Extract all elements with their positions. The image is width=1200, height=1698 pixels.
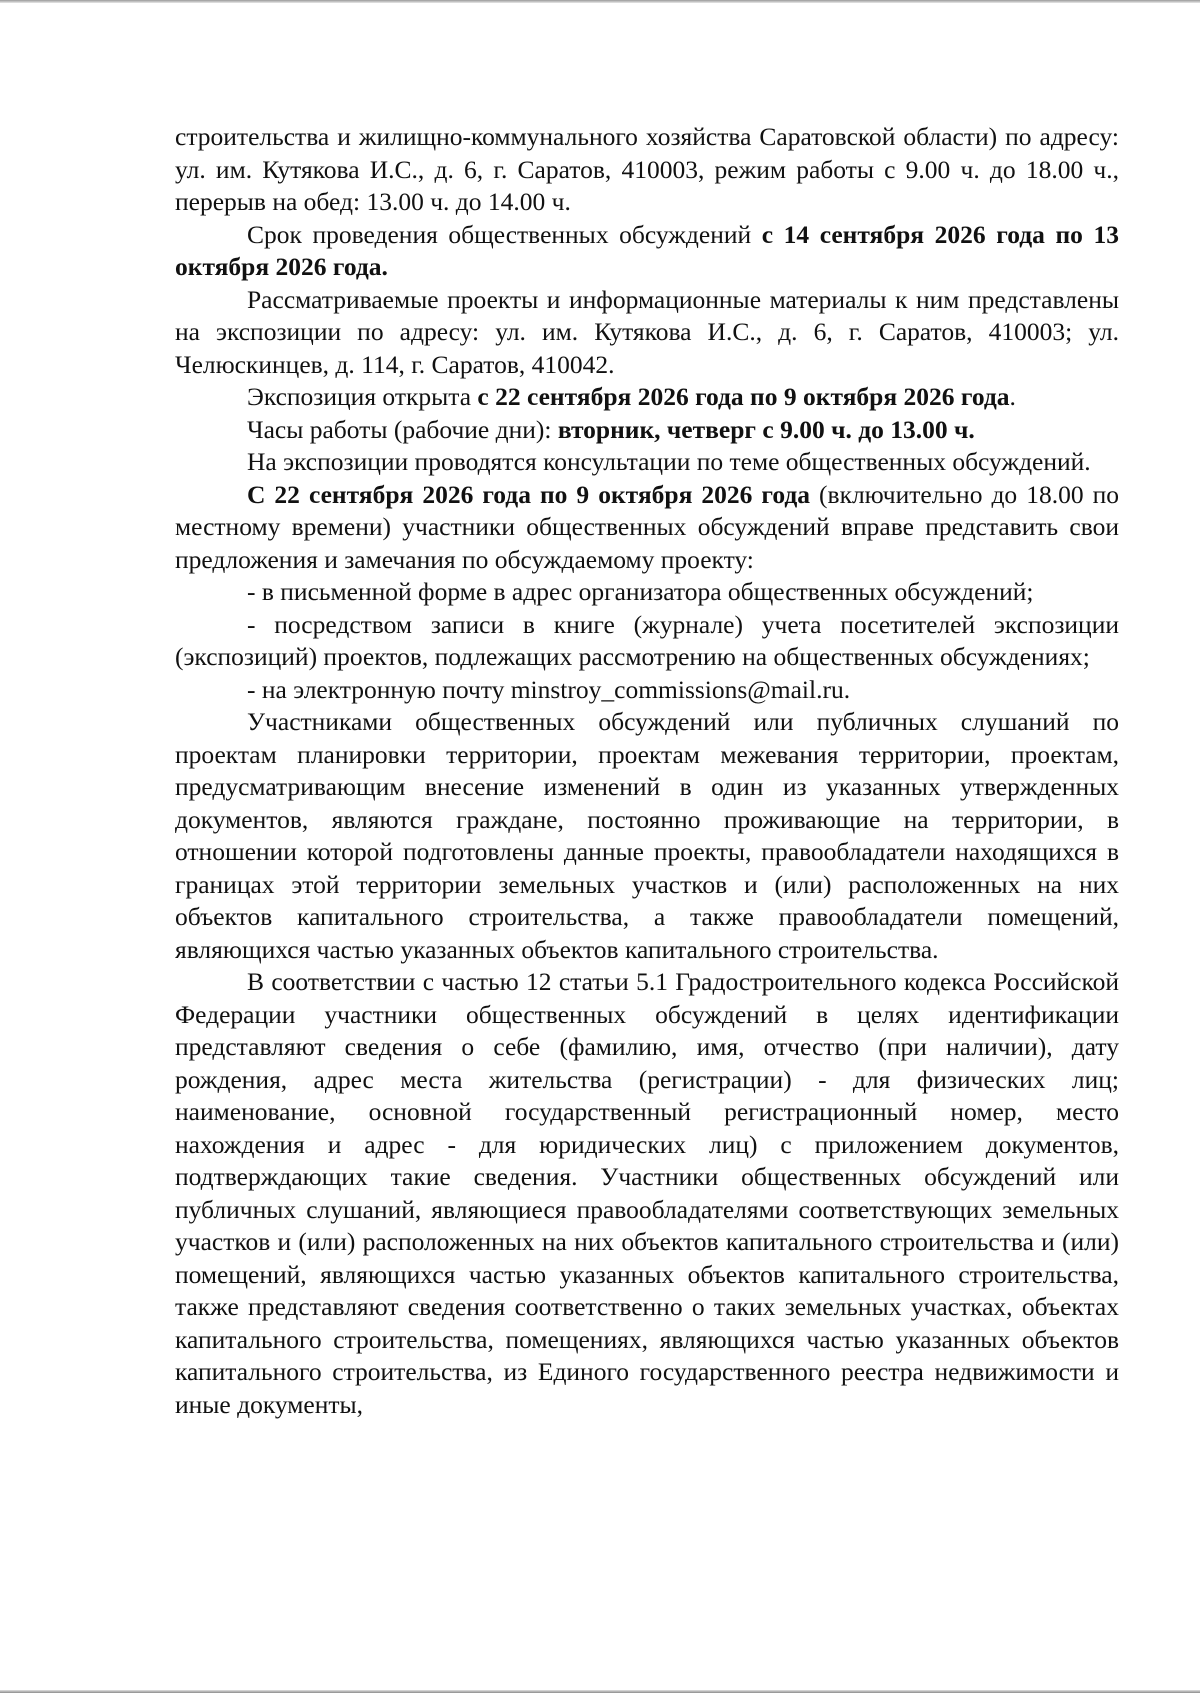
list-item-written-form: - в письменной форме в адрес организатора общественных обсуждений; [247, 577, 1034, 606]
paragraph-consultations: На экспозиции проводятся консультации по теме общественных обсуждений. [247, 447, 1091, 476]
scan-edge-bottom [0, 1690, 1200, 1693]
list-item-email: - на электронную почту minstroy_commissions@mail.ru. [247, 674, 851, 704]
working-hours-value: вторник, четверг с 9.00 ч. до 13.00 ч. [557, 414, 975, 444]
paragraph-exposition-open [175, 381, 1119, 414]
paragraph-exposition-address: Рассматриваемые проекты и информационные материалы к ним представлены на экспозиции по адресу: ул. им. Кутякова И.С., д. 6, г. Саратов, 410003; ул. Челюскинцев, д. 114, г. Саратов, 410042. [175, 284, 1119, 379]
paragraph-discussion-period-text: Срок проведения общественных обсуждений [247, 219, 762, 249]
paragraph-discussion-period [175, 219, 1119, 284]
paragraph-working-hours-text: Часы работы (рабочие дни): [247, 414, 558, 444]
paragraph-proposals-text: (включительно до 18.00 по местному времени) участники общественных обсуждений вправе представить свои предложения и замечания по обсуждаемому проекту: [175, 479, 1119, 574]
paragraph-exposition-open-text: Экспозиция открыта [247, 382, 478, 411]
paragraph-exposition-open-end: . [1009, 382, 1016, 411]
paragraph-working-hours [175, 414, 1119, 447]
paragraph-identification: В соответствии с частью 12 статьи 5.1 Градостроительного кодекса Российской Федерации участники общественных обсуждений в целях идентификации представляют сведения о себе (фамилию, имя, отчество (при наличии), дату рождения, адрес места жительства (регистрации) - для физических лиц; наименование, основной государственный регистрационный номер, место нахождения и адрес - для юридических лиц) с приложением документов, подтверждающих такие сведения. Участники общественных обсуждений или публичных слушаний, являющиеся правообладателями соответствующих земельных участков и (или) расположенных на них объектов капитального строительства и (или) помещений, являющихся частью указанных объектов капитального строительства, также представляют сведения соответственно о таких земельных участках, объектах капитального строительства, помещениях, являющихся частью указанных объектов капитального строительства, из Единого государственного реестра недвижимости и иные документы, [175, 967, 1119, 1419]
list-item-visitor-book: - посредством записи в книге (журнале) учета посетителей экспозиции (экспозиций) проектов, подлежащих рассмотрению на общественных обсуждениях; [175, 609, 1119, 671]
document-body [175, 121, 1119, 1421]
exposition-dates: с 22 сентября 2026 года по 9 октября 2026 года [477, 382, 1010, 411]
paragraph-address: строительства и жилищно-коммунального хозяйства Саратовской области) по адресу: ул. им. Кутякова И.С., д. 6, г. Саратов, 410003, режим работы с 9.00 ч. до 18.00 ч., перерыв на обед: 13.00 ч. до 14.00 ч. [175, 122, 1119, 216]
paragraph-proposals [175, 479, 1119, 577]
discussion-period-dates: с 14 сентября 2026 года по 13 октября 2026 года. [175, 219, 1119, 281]
scan-edge-top [0, 0, 1200, 3]
proposals-dates: С 22 сентября 2026 года по 9 октября 2026 года [247, 479, 811, 509]
paragraph-participants: Участниками общественных обсуждений или публичных слушаний по проектам планировки территории, проектам межевания территории, проектам, предусматривающим внесение изменений в один из указанных утвержденных документов, являются граждане, постоянно проживающие на территории, в отношении которой подготовлены данные проекты, правообладатели находящихся в границах этой территории земельных участков и (или) расположенных на них объектов капитального строительства, а также правообладатели помещений, являющихся частью указанных объектов капитального строительства. [175, 707, 1119, 964]
